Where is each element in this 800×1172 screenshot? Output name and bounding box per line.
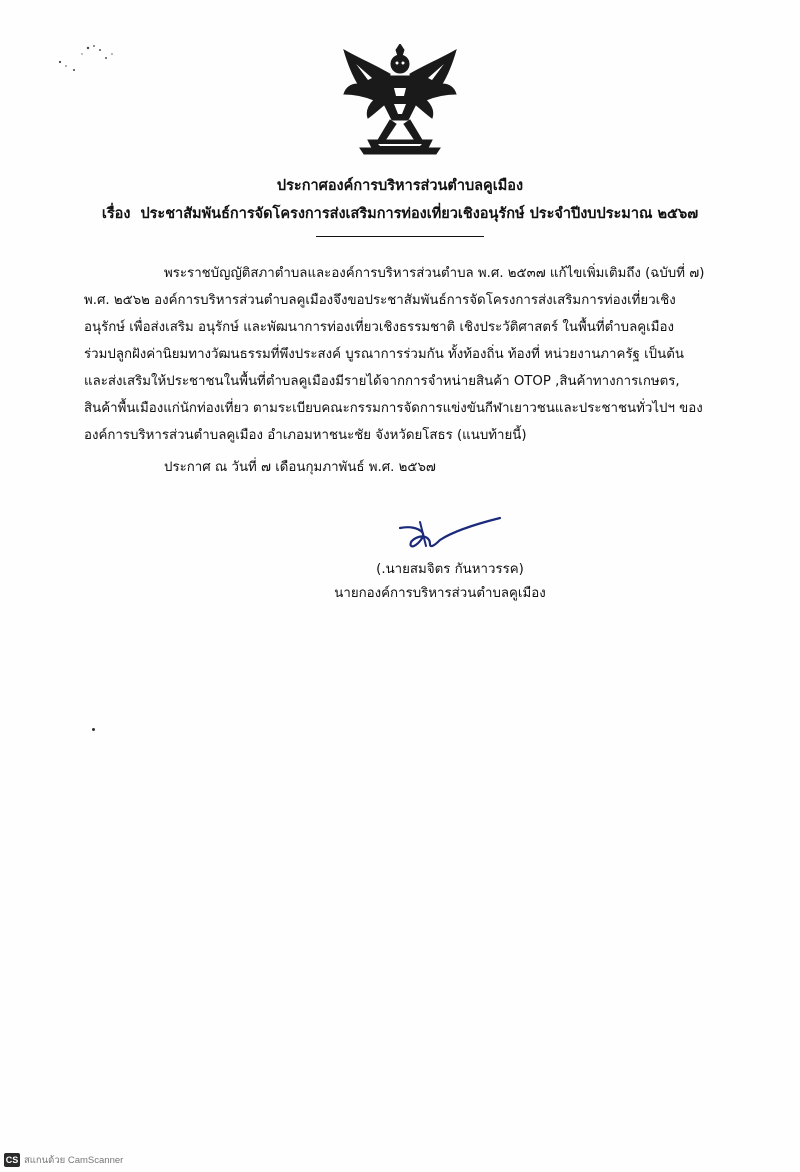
body-line: องค์การบริหารส่วนตำบลคูเมือง อำเภอมหาชนะชัย จังหวัดยโสธร (แนบท้ายนี้)	[84, 428, 527, 443]
body-line: พระราชบัญญัติสภาตำบลและองค์การบริหารส่วนตำบล พ.ศ. ๒๕๓๗ แก้ไขเพิ่มเติมถึง (ฉบับที่ ๗)	[164, 266, 705, 281]
body-line: อนุรักษ์ เพื่อส่งเสริม อนุรักษ์ และพัฒนาการท่องเที่ยวเชิงธรรมชาติ เชิงประวัติศาสตร์ ในพื้นที่ตำบลคูเมือง	[84, 320, 674, 335]
title-divider	[316, 236, 484, 237]
scan-speck	[92, 728, 95, 731]
garuda-emblem-icon	[338, 44, 462, 156]
scanner-text: สแกนด้วย CamScanner	[24, 1154, 124, 1166]
announcement-date: ประกาศ ณ วันที่ ๗ เดือนกุมภาพันธ์ พ.ศ. ๒๕๖๗	[164, 460, 436, 475]
announcement-title: ประกาศองค์การบริหารส่วนตำบลคูเมือง	[276, 178, 524, 194]
body-line: สินค้าพื้นเมืองแก่นักท่องเที่ยว ตามระเบียบคณะกรรมการจัดการแข่งขันกีฬาเยาวชนและประชาชนทั่วไปฯ ของ	[84, 401, 703, 416]
camscanner-logo-icon: CS	[5, 1155, 19, 1165]
scanner-watermark	[4, 1152, 123, 1168]
announcement-subject-line	[0, 202, 800, 225]
subject-text: ประชาสัมพันธ์การจัดโครงการส่งเสริมการท่องเที่ยวเชิงอนุรักษ์ ประจำปีงบประมาณ ๒๕๖๗	[140, 206, 699, 222]
subject-label: เรื่อง	[101, 206, 131, 222]
handwritten-signature	[396, 516, 504, 556]
body-line: และส่งเสริมให้ประชาชนในพื้นที่ตำบลคูเมืองมีรายได้จากการจำหน่ายสินค้า OTOP ,สินค้าทางการเกษตร,	[84, 374, 680, 389]
scan-specks	[48, 40, 118, 80]
signatory-position: นายกองค์การบริหารส่วนตำบลคูเมือง	[334, 586, 546, 601]
signatory-name: (.นายสมจิตร กันหาวรรค)	[376, 562, 524, 577]
body-line: พ.ศ. ๒๕๖๒ องค์การบริหารส่วนตำบลคูเมืองจึงขอประชาสัมพันธ์การจัดโครงการส่งเสริมการท่องเที่ยวเชิง	[84, 293, 676, 308]
body-line: ร่วมปลูกฝังค่านิยมทางวัฒนธรรมที่พึงประสงค์ บูรณาการร่วมกัน ทั้งท้องถิ่น ท้องที่ หน่วยงานภาครัฐ เป็นต้น	[84, 347, 684, 362]
